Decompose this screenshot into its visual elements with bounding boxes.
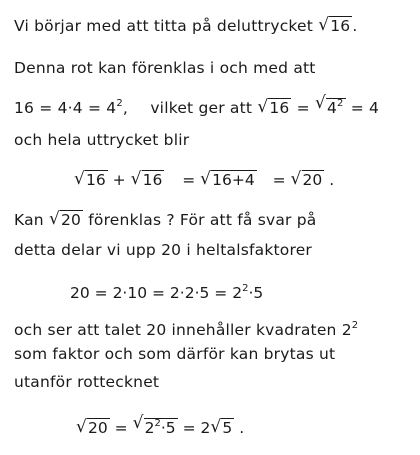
line-1-text: Vi börjar med att titta på deluttrycket xyxy=(14,17,314,35)
line-2-text: Denna rot kan förenklas i och med att xyxy=(14,59,316,77)
sqrt-4-squared-term: √ $4^2$ xyxy=(314,93,344,117)
text-line-2 xyxy=(14,58,316,78)
text-line-10: som faktor och som därför kan brytas ut xyxy=(14,345,336,363)
equation-factorization: $20 = 2\cdot 10 = 2\cdot 2\cdot 5 = 2^2\cdot 5$ xyxy=(70,283,264,302)
text-line-3: $16 = 4\cdot 4 = 4^2$, vilket ger att √ 16 = √ $4^2 = 4$ xyxy=(14,93,380,117)
factor-expression: $16 = 4\cdot 4 = 4^2$, xyxy=(14,98,129,117)
text-line-4 xyxy=(14,130,189,150)
sqrt-16-term: √ 16 xyxy=(257,97,290,117)
sqrt-20-term: √ 20 xyxy=(48,209,82,229)
text-line-1: Vi börjar med att titta på deluttrycket √ 16 . xyxy=(14,15,358,35)
equation-sum-of-roots: √ 16 + √ 16 = √ 16+4 = √ 20 . xyxy=(74,169,335,189)
equation-final-simplification: √ 20 = √ $2^2\cdot 5 = 2$ √ 5 . xyxy=(76,413,245,437)
text-line-6: Kan √ 20 förenklas ? För att få svar på xyxy=(14,209,317,229)
text-line-7: detta delar vi upp 20 i heltalsfaktorer xyxy=(14,241,313,259)
line-3-text: vilket ger att xyxy=(150,99,253,117)
text-line-9: och ser att talet 20 innehåller kvadraten $2^2$ xyxy=(14,320,359,339)
line-4-text: och hela uttrycket blir xyxy=(14,131,190,149)
sqrt-16-term: √ 16 xyxy=(318,15,351,35)
text-line-11: utanför rottecknet xyxy=(14,373,160,391)
